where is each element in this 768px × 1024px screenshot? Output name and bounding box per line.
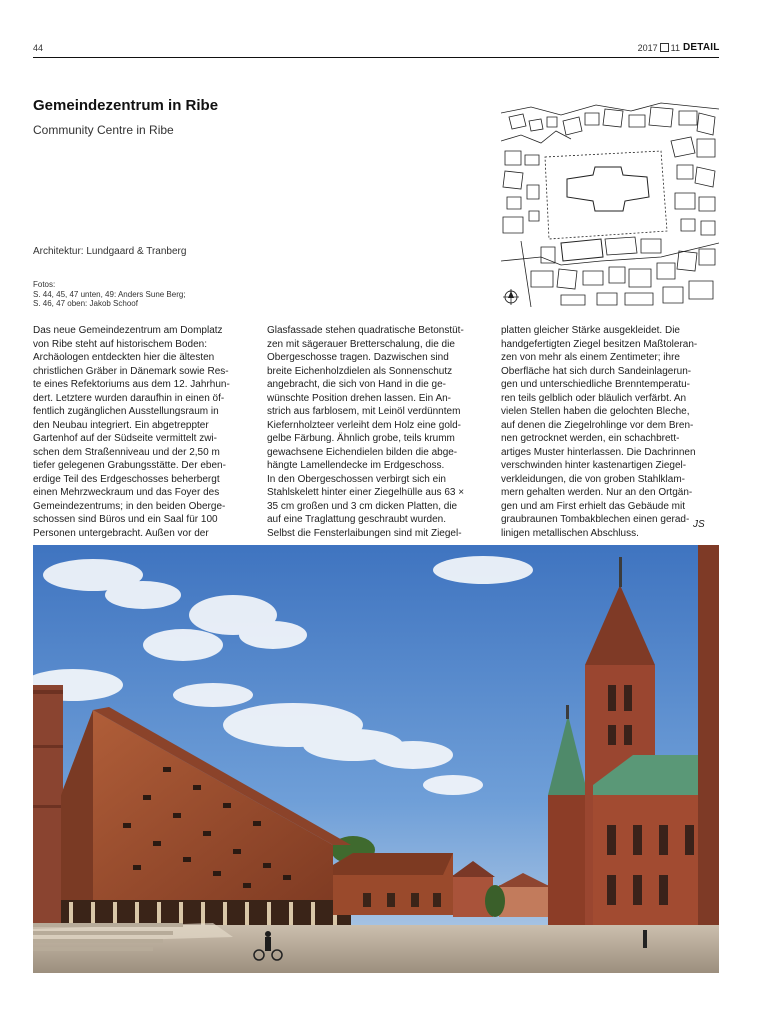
text-line: Selbst die Fensterlaibungen sind mit Ziegel- xyxy=(267,527,462,539)
text-line: verschwinden hinter kastenartigen Ziegel- xyxy=(501,460,687,471)
text-line: 35 cm großen und 3 cm dicken Platten, die xyxy=(267,500,458,512)
text-line: gelbe Färbung. Ähnlich grobe, teils krumm xyxy=(267,433,455,444)
architect-credit: Architektur: Lundgaard & Tranberg xyxy=(33,246,187,257)
square-icon xyxy=(660,43,669,52)
author-signature: JS xyxy=(693,519,705,530)
article-subtitle: Community Centre in Ribe xyxy=(33,123,174,137)
text-line: verkleidungen, die von groben Stahlklam- xyxy=(501,473,685,485)
text-line: linigen metallischen Abschluss. xyxy=(501,527,639,539)
text-line: Das neue Gemeindezentrum am Domplatz xyxy=(33,325,223,336)
text-line: tiefer gelegenen Grabungsstätte. Der eben- xyxy=(33,460,226,471)
text-line: erdige Teil des Erdgeschosses beherbergt xyxy=(33,473,220,485)
text-line: dert. Letztere wurden daraufhin in einen öf- xyxy=(33,392,225,404)
text-line: zen von mehr als einem Zentimeter; ihre xyxy=(501,352,680,363)
body-column-1 xyxy=(33,324,251,540)
text-line: schossen sind Büros und ein Saal für 100 xyxy=(33,514,218,525)
text-line: gen und unterschiedliche Brenntemperatu- xyxy=(501,379,691,390)
text-line: Glasfassade stehen quadratische Betonstüt- xyxy=(267,325,464,336)
text-line: Kiefernholzteer verleiht dem Holz eine gold- xyxy=(267,419,461,431)
body-column-2 xyxy=(267,324,485,540)
north-arrow-icon xyxy=(503,289,519,305)
article-title: Gemeindezentrum in Ribe xyxy=(33,97,219,114)
community-centre-photo xyxy=(33,545,719,973)
text-line: christlichen Gräber in Dänemark sowie Res- xyxy=(33,365,229,377)
text-line: handgefertigten Ziegel besitzen Maßtoleran- xyxy=(501,338,698,350)
text-line: zen mit sägerauer Bretterschalung, die die xyxy=(267,338,455,350)
page-number: 44 xyxy=(33,43,44,53)
pedestrian xyxy=(643,930,647,948)
text-line: gewachsene Eichendielen bilden die abge- xyxy=(267,446,458,458)
text-line: Gartenhof auf der Südseite vermittelt zwi- xyxy=(33,433,217,444)
text-line: artiges Muster hinterlassen. Die Dachrinnen xyxy=(501,446,696,458)
credit-line: Fotos: xyxy=(33,280,56,289)
credit-line: S. 44, 45, 47 unten, 49: Anders Sune Berg; xyxy=(33,289,186,299)
credit-line: S. 46, 47 oben: Jakob Schoof xyxy=(33,299,138,308)
text-line: mern gehalten werden. Nur an den Ortgän- xyxy=(501,487,693,498)
text-line: nen getrocknet werden, ein schachbrett- xyxy=(501,433,680,444)
magazine-logo: DETAIL xyxy=(683,42,720,53)
text-line: breite Eichenholzdielen als Sonnenschutz xyxy=(267,365,453,377)
issue-label xyxy=(638,43,680,53)
photo-credits xyxy=(33,280,263,309)
text-line: graubraunen Tombakblechen einen gerad- xyxy=(501,514,690,525)
text-line: den Neubau integriert. Ein abgetreppter xyxy=(33,419,209,431)
text-line: schen dem Straßenniveau und der 2,50 m xyxy=(33,446,220,458)
text-line: In den Obergeschossen verbirgt sich ein xyxy=(267,473,446,485)
text-line: Stahlskelett hinter einer Ziegelhülle aus 63 × xyxy=(267,487,465,498)
text-line: von Ribe steht auf historischem Boden: xyxy=(33,338,207,350)
left-brick-wall xyxy=(33,685,63,925)
text-line: einen Mehrzweckraum und das Foyer des xyxy=(33,487,220,498)
body-column-3 xyxy=(501,324,719,540)
text-line: platten gleicher Stärke ausgekleidet. Die xyxy=(501,325,680,336)
text-line: gen und am First erhielt das Gebäude mit xyxy=(501,500,685,512)
text-line: Personen untergebracht. Außen vor der xyxy=(33,527,209,539)
text-line: te eines Refektoriums aus dem 12. Jahrhun- xyxy=(33,379,230,390)
text-line: ren teils gelblich oder bläulich verfärbt. An xyxy=(501,392,687,404)
text-line: Oberfläche hat sich durch Sandeinlagerun- xyxy=(501,365,692,377)
text-line: Obergeschosse tragen. Dazwischen sind xyxy=(267,352,449,363)
text-line: wünschte Position drehen lassen. Ein An- xyxy=(267,392,451,404)
text-line: Gemeindezentrums; in den beiden Oberge- xyxy=(33,500,226,512)
text-line: vielen Stellen haben die gelochten Bleche, xyxy=(501,406,690,417)
issue-year: 2017 xyxy=(637,43,658,53)
header-rule xyxy=(33,57,719,58)
issue-number: 11 xyxy=(670,43,680,53)
text-line: hängte Lamellendecke im Erdgeschoss. xyxy=(267,460,445,471)
text-line: auf denen die Ziegelrohlinge vor dem Bren- xyxy=(501,419,694,431)
text-line: angebracht, die sich von Hand in die ge- xyxy=(267,379,447,390)
site-plan-drawing xyxy=(501,101,719,307)
text-line: auf eine Traglattung geschraubt wurden. xyxy=(267,514,447,525)
text-line: fentlich zugänglichen Ausstellungsraum in xyxy=(33,406,219,417)
text-line: Archäologen entdeckten hier die ältesten xyxy=(33,352,215,363)
text-line: strich aus farblosem, mit Leinöl verdünntem xyxy=(267,406,461,417)
site-plan xyxy=(501,101,719,307)
community-centre-and-cathedral-photo xyxy=(33,545,719,973)
